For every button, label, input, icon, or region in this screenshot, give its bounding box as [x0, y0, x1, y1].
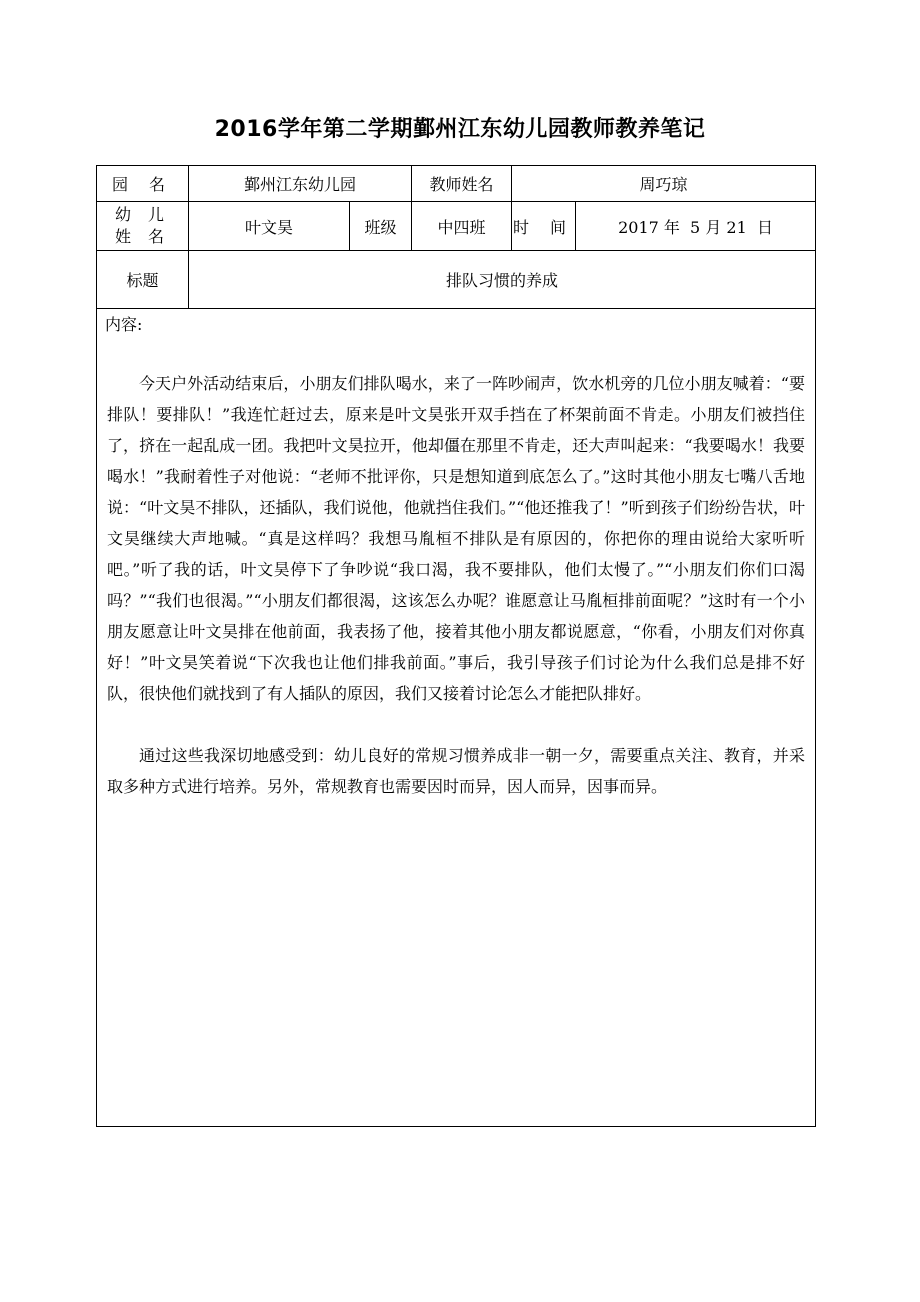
child-name-value: 叶文昊 — [189, 202, 350, 251]
table-row-kindergarten — [97, 166, 816, 202]
class-label: 班级 — [350, 202, 412, 251]
content-paragraph-2: 通过这些我深切地感受到：幼儿良好的常规习惯养成非一朝一夕，需要重点关注、教育，并采取多种方式进行培养。另外，常规教育也需要因时而异，因人而异，因事而异。 — [107, 746, 806, 796]
content-cell — [97, 309, 816, 1127]
topic-value: 排队习惯的养成 — [189, 251, 816, 309]
time-label: 时 间 — [512, 202, 576, 251]
content-label: 内容: — [105, 315, 143, 334]
class-value: 中四班 — [412, 202, 512, 251]
document-title: 2016学年第二学期鄞州江东幼儿园教师教养笔记 — [214, 117, 706, 142]
notes-table — [96, 165, 816, 1127]
content-paragraph-1: 今天户外活动结束后，小朋友们排队喝水，来了一阵吵闹声，饮水机旁的几位小朋友喊着：“要排队！要排队！”我连忙赶过去，原来是叶文昊张开双手挡在了杯架前面不肯走。小朋友们被挡住了，挤在一起乱成一团。我把叶文昊拉开，他却僵在那里不肯走，还大声叫起来：“我要喝水！我要喝水！”我耐着性子对他说：“老师不批评你，只是想知道到底怎么了。”这时其他小朋友七嘴八舌地说：“叶文昊不排队，还插队，我们说他，他就挡住我们。”“他还推我了！”听到孩子们纷纷告状，叶文昊继续大声地喊。“真是这样吗？我想马胤桓不排队是有原因的，你把你的理由说给大家听听吧。”听了我的话，叶文昊停下了争吵说“我口渴，我不要排队，他们太慢了。”“小朋友们你们口渴吗？”“我们也很渴。”“小朋友们都很渴，这该怎么办呢？谁愿意让马胤桓排前面呢？”这时有一个小朋友愿意让叶文昊排在他前面，我表扬了他，接着其他小朋友都说愿意，“你看，小朋友们对你真好！”叶文昊笑着说“下次我也让他们排我前面。”事后，我引导孩子们讨论为什么我们总是排不好队，很快他们就找到了有人插队的原因，我们又接着讨论怎么才能把队排好。 — [107, 374, 806, 703]
child-label-line2: 姓 名 — [114, 227, 171, 246]
table-row-content — [97, 309, 816, 1127]
table-row-topic — [97, 251, 816, 309]
teacher-value: 周巧琼 — [512, 166, 816, 202]
teacher-label: 教师姓名 — [412, 166, 512, 202]
time-value: 2017 年 5 月 21 日 — [576, 202, 816, 251]
kindergarten-label: 园 名 — [97, 166, 189, 202]
kindergarten-value: 鄞州江东幼儿园 — [189, 166, 412, 202]
child-label-line1: 幼 儿 — [114, 205, 171, 224]
topic-label: 标题 — [97, 251, 189, 309]
child-name-label — [97, 202, 189, 251]
table-row-child — [97, 202, 816, 251]
